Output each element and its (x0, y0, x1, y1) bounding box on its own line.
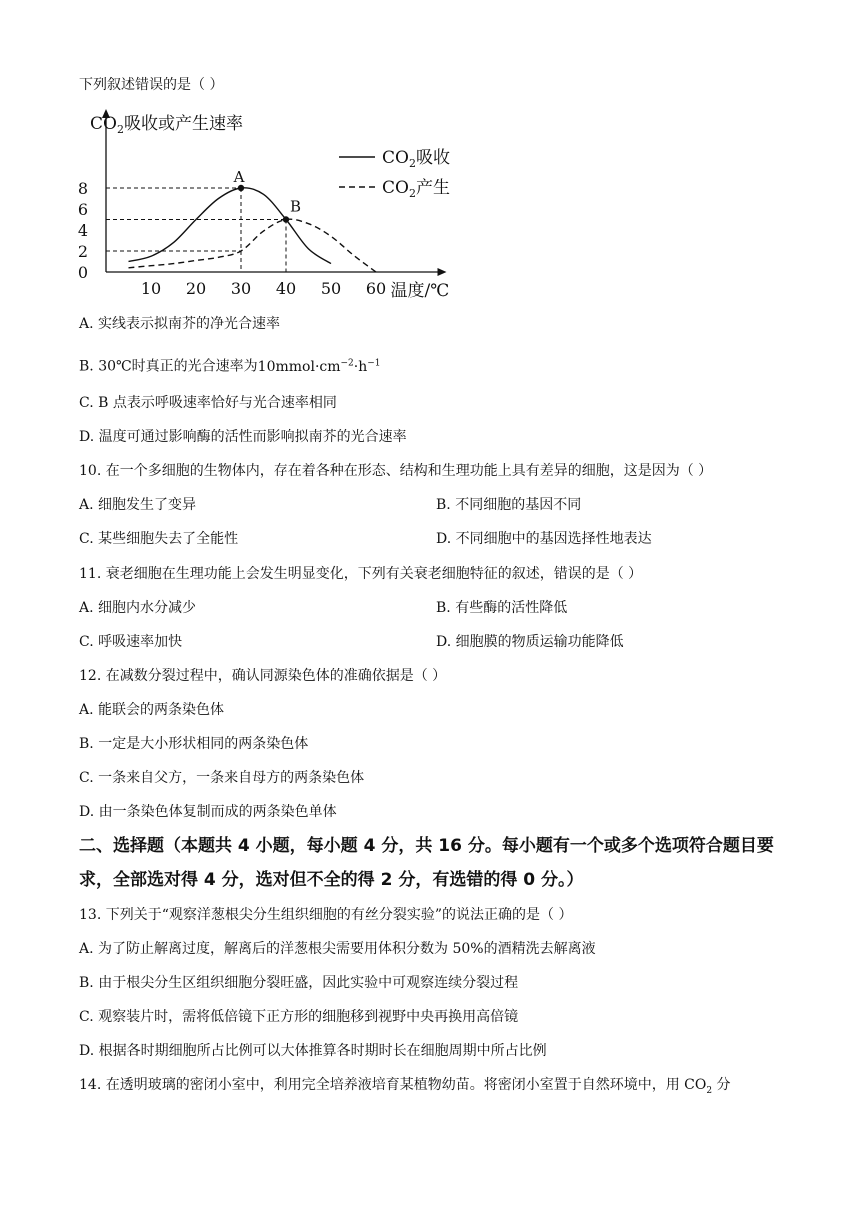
section-2-heading-line2: 求，全部选对得 4 分，选对但不全的得 2 分，有选错的得 0 分。） (79, 870, 584, 890)
question-9-stem: 下列叙述错误的是（ ） (79, 77, 224, 93)
q9-option-a: A. 实线表示拟南芥的净光合速率 (79, 316, 281, 332)
legend-label-1: $CO_2$产生 (382, 178, 450, 200)
question-10-stem: 10. 在一个多细胞的生物体内，存在着各种在形态、结构和生理功能上具有差异的细胞，这是因为（ ） (79, 463, 713, 479)
q12-option-c: C. 一条来自父方，一条来自母方的两条染色体 (79, 770, 365, 786)
x-tick-label: 60 (365, 279, 387, 298)
q11-option-a: A. 细胞内水分减少 (79, 600, 197, 616)
q9-option-b (79, 354, 381, 376)
q9-option-b-text: B. 30℃时真正的光合速率为 (79, 358, 258, 375)
chart-legend (339, 148, 450, 200)
section-2-heading-line1: 二、选择题（本题共 4 小题，每小题 4 分，共 16 分。每小题有一个或多个选项符合题目要 (79, 836, 774, 856)
x-tick-label: 20 (185, 279, 207, 298)
question-11-stem: 11. 衰老细胞在生理功能上会发生明显变化，下列有关衰老细胞特征的叙述，错误的是（ ） (79, 566, 643, 582)
q10-option-b: B. 不同细胞的基因不同 (436, 497, 582, 513)
q9-option-d: D. 温度可通过影响酶的活性而影响拟南芥的光合速率 (79, 429, 407, 445)
x-tick-label: 10 (140, 279, 162, 298)
q13-option-d: D. 根据各时期细胞所占比例可以大体推算各时期时长在细胞周期中所占比例 (79, 1043, 547, 1059)
legend-label-0: $CO_2$吸收 (382, 148, 450, 170)
q9-option-c: C. B 点表示呼吸速率恰好与光合速率相同 (79, 395, 337, 411)
question-14-stem: 14. 在透明玻璃的密闭小室中，利用完全培养液培育某植物幼苗。将密闭小室置于自然环境中，用 $CO_2$ 分 (79, 1077, 731, 1096)
point-b (283, 216, 289, 222)
question-13-stem: 13. 下列关于“观察洋葱根尖分生组织细胞的有丝分裂实验”的说法正确的是（ ） (79, 907, 573, 923)
question-12-stem: 12. 在减数分裂过程中，确认同源染色体的准确依据是（ ） (79, 668, 447, 684)
q11-option-c: C. 呼吸速率加快 (79, 634, 183, 650)
q12-option-a: A. 能联会的两条染色体 (79, 702, 225, 718)
x-tick-label: 50 (320, 279, 342, 298)
q13-option-b: B. 由于根尖分生区组织细胞分裂旺盛，因此实验中可观察连续分裂过程 (79, 975, 519, 991)
q13-option-a: A. 为了防止解离过度，解离后的洋葱根尖需要用体积分数为 50%的酒精洗去解离液 (79, 941, 596, 957)
co2-rate-chart (79, 105, 479, 300)
x-tick-label: 30 (230, 279, 252, 298)
y-tick-label: 6 (77, 200, 88, 219)
point-label-b: B (290, 197, 302, 216)
chart-axes (78, 109, 449, 301)
q10-option-d: D. 不同细胞中的基因选择性地表达 (436, 531, 652, 547)
q13-option-c: C. 观察装片时，需将低倍镜下正方形的细胞移到视野中央再换用高倍镜 (79, 1009, 519, 1025)
y-tick-label: 2 (77, 242, 88, 261)
q10-option-c: C. 某些细胞失去了全能性 (79, 531, 239, 547)
q12-option-b: B. 一定是大小形状相同的两条染色体 (79, 736, 309, 752)
x-tick-label: 40 (275, 279, 297, 298)
q11-option-b: B. 有些酶的活性降低 (436, 600, 568, 616)
y-axis-label: $CO_2$吸收或产生速率 (90, 114, 243, 136)
y-tick-label: 0 (77, 263, 88, 282)
co2-production-line (129, 219, 377, 272)
q9-option-b-unit: $10mmol\cdot cm^{-2}\cdot h^{-1}$ (257, 358, 381, 375)
y-tick-label: 4 (77, 221, 88, 240)
point-label-a: A (233, 168, 245, 186)
x-axis-label: 温度/℃ (390, 281, 450, 301)
q12-option-d: D. 由一条染色体复制而成的两条染色单体 (79, 804, 337, 820)
y-tick-label: 8 (77, 179, 88, 198)
x-axis-arrow (438, 268, 447, 276)
q10-option-a: A. 细胞发生了变异 (79, 497, 197, 513)
q11-option-d: D. 细胞膜的物质运输功能降低 (436, 634, 624, 650)
chart-marks (106, 168, 376, 272)
